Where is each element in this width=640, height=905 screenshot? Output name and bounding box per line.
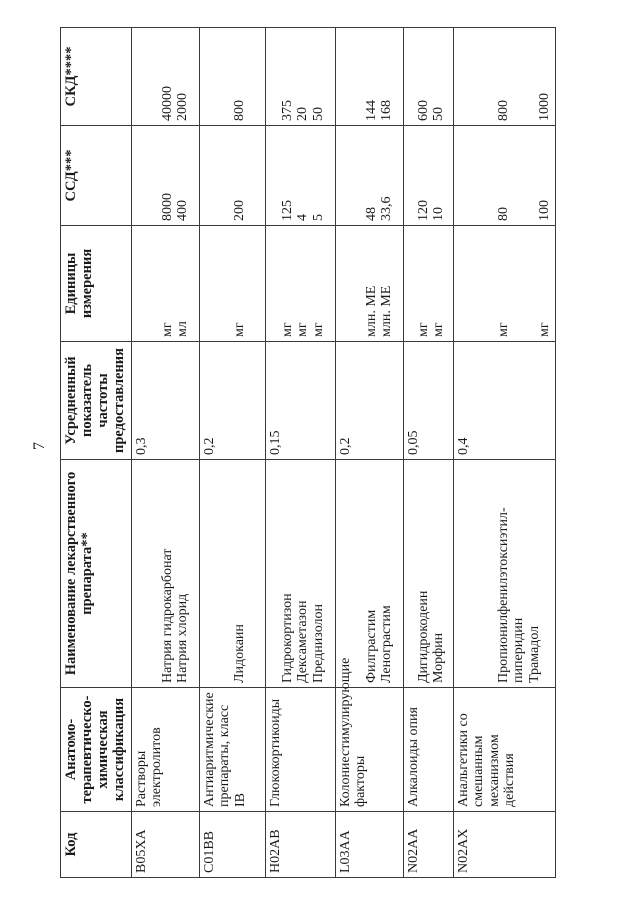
cell-code: L03AA <box>335 812 403 878</box>
drug-name: Ленограстим <box>379 605 395 683</box>
skd-value: 40000 <box>159 86 175 121</box>
cell-ssd <box>453 126 555 226</box>
skd-value: 20 <box>295 107 311 121</box>
cell-freq: 0,3 <box>131 342 199 460</box>
cell-code: N02AX <box>453 812 555 878</box>
unit-value: мг <box>495 322 511 337</box>
drug-name: Пропионилфенилэтоксиэтил-пиперидин <box>495 507 527 683</box>
ssd-value: 8000 <box>159 193 175 221</box>
page-number: 7 <box>31 442 48 450</box>
unit-value: млн. МЕ <box>363 285 379 337</box>
drug-name: Натрия гидрокарбонат <box>159 548 175 683</box>
cell-skd <box>453 28 555 126</box>
cell-unit <box>265 226 335 342</box>
cell-atc: Глюкокортикоиды <box>265 688 335 812</box>
cell-atc: Колониестимулирующие факторы <box>335 688 403 812</box>
ssd-value: 4 <box>295 214 311 221</box>
header-skd: СКД**** <box>61 28 132 126</box>
cell-atc: Алкалоиды опия <box>403 688 453 812</box>
unit-value: мг <box>279 322 295 337</box>
cell-ssd <box>131 126 199 226</box>
table-row <box>403 28 453 878</box>
skd-value: 50 <box>431 107 447 121</box>
header-drug: Наименование лекарственного препарата** <box>61 460 132 688</box>
cell-ssd <box>403 126 453 226</box>
ssd-value: 10 <box>431 207 447 221</box>
cell-atc: Антиаритмические препараты, класс IB <box>199 688 265 812</box>
unit-value: млн. МЕ <box>379 285 395 337</box>
cell-ssd <box>335 126 403 226</box>
cell-skd <box>265 28 335 126</box>
cell-unit <box>131 226 199 342</box>
ssd-value: 48 <box>363 207 379 221</box>
cell-freq: 0,15 <box>265 342 335 460</box>
drug-name: Филграстим <box>363 609 379 683</box>
unit-value: мг <box>431 322 447 337</box>
drug-table <box>60 27 556 878</box>
cell-unit <box>403 226 453 342</box>
unit-value: мг <box>415 322 431 337</box>
ssd-value: 5 <box>310 214 326 221</box>
cell-skd <box>403 28 453 126</box>
cell-drug <box>131 460 199 688</box>
skd-value: 2000 <box>175 93 191 121</box>
rotated-page-content <box>60 28 560 878</box>
cell-unit <box>453 226 555 342</box>
ssd-value: 200 <box>231 200 247 221</box>
unit-value: мг <box>159 322 175 337</box>
ssd-value: 125 <box>279 200 295 221</box>
cell-unit <box>199 226 265 342</box>
cell-code: C01BB <box>199 812 265 878</box>
cell-code: H02AB <box>265 812 335 878</box>
unit-value: мг <box>295 322 311 337</box>
ssd-value: 100 <box>537 200 553 221</box>
table-row <box>265 28 335 878</box>
drug-name: Морфин <box>431 632 447 683</box>
table-row <box>453 28 555 878</box>
cell-freq: 0,4 <box>453 342 555 460</box>
drug-name: Преднизолон <box>310 604 326 683</box>
skd-value: 800 <box>495 100 511 121</box>
skd-value: 1000 <box>537 93 553 121</box>
skd-value: 600 <box>415 100 431 121</box>
drug-name: Гидрокортизон <box>279 593 295 683</box>
table-row <box>335 28 403 878</box>
cell-drug <box>335 460 403 688</box>
cell-drug <box>265 460 335 688</box>
cell-skd <box>335 28 403 126</box>
header-unit: Единицы измерения <box>61 226 132 342</box>
skd-value: 375 <box>279 100 295 121</box>
unit-value: мг <box>310 322 326 337</box>
cell-unit <box>335 226 403 342</box>
header-atc: Анатомо-терапевтическо-химическая классификация <box>61 688 132 812</box>
header-ssd: ССД*** <box>61 126 132 226</box>
ssd-value: 400 <box>175 200 191 221</box>
drug-name: Дигидрокодеин <box>415 590 431 683</box>
ssd-value: 120 <box>415 200 431 221</box>
table-row <box>199 28 265 878</box>
ssd-value: 80 <box>495 207 511 221</box>
ssd-value: 33,6 <box>379 196 395 221</box>
cell-atc: Анальгетики со смешанным механизмом действия <box>453 688 555 812</box>
unit-value: мг <box>537 322 553 337</box>
cell-freq: 0,2 <box>199 342 265 460</box>
table-header-row <box>61 28 132 878</box>
skd-value: 168 <box>379 100 395 121</box>
cell-atc: Растворы электролитов <box>131 688 199 812</box>
drug-name: Дексаметазон <box>295 600 311 683</box>
unit-value: мл <box>175 321 191 337</box>
skd-value: 50 <box>310 107 326 121</box>
drug-name: Лидокаин <box>231 624 247 683</box>
cell-code: N02AA <box>403 812 453 878</box>
header-code: Код <box>61 812 132 878</box>
drug-name: Трамадол <box>526 625 542 683</box>
cell-code: B05XA <box>131 812 199 878</box>
header-freq: Усредненный показатель частоты предоставления <box>61 342 132 460</box>
cell-ssd <box>199 126 265 226</box>
cell-freq: 0,05 <box>403 342 453 460</box>
skd-value: 144 <box>363 100 379 121</box>
cell-skd <box>199 28 265 126</box>
table-row <box>131 28 199 878</box>
cell-ssd <box>265 126 335 226</box>
drug-name: Натрия хлорид <box>175 593 191 683</box>
cell-drug <box>403 460 453 688</box>
cell-freq: 0,2 <box>335 342 403 460</box>
cell-drug <box>199 460 265 688</box>
cell-drug <box>453 460 555 688</box>
unit-value: мг <box>231 322 247 337</box>
skd-value: 800 <box>231 100 247 121</box>
cell-skd <box>131 28 199 126</box>
